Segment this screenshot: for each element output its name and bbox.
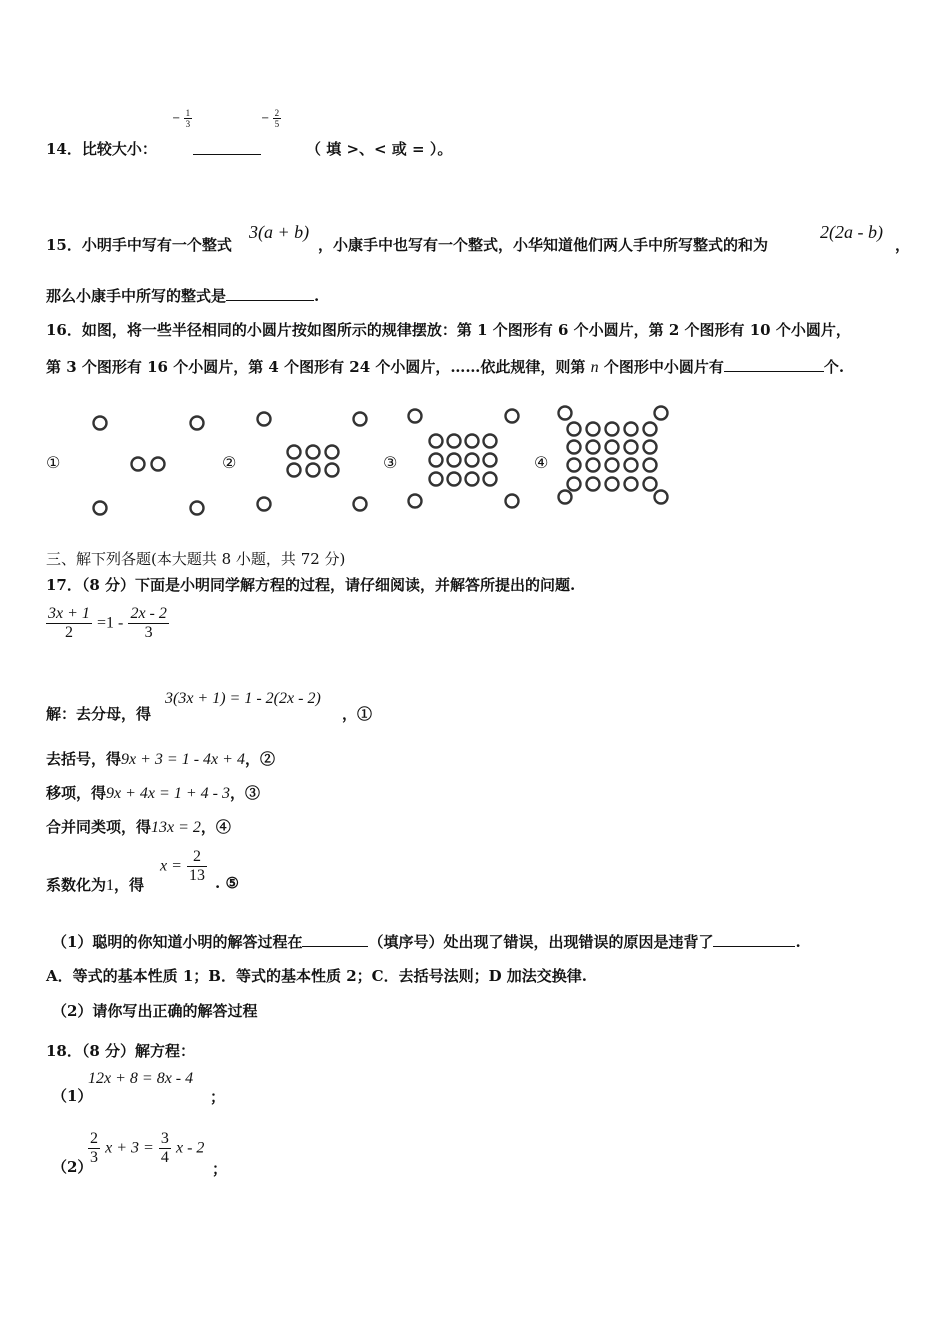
disc	[448, 454, 461, 467]
disc	[506, 495, 519, 508]
disc	[326, 464, 339, 477]
q18-part2-label: （2）	[52, 1158, 93, 1176]
disc	[644, 478, 657, 491]
disc	[606, 478, 619, 491]
q16-circle-figures	[46, 405, 686, 520]
disc	[568, 441, 581, 454]
disc	[625, 441, 638, 454]
q17-step1: 解：去分母，得	[46, 705, 152, 723]
disc	[625, 478, 638, 491]
q17-step2: 去括号，得9x + 3 = 1 - 4x + 4，②	[46, 750, 275, 768]
disc	[587, 423, 600, 436]
q15-line1: 15．小明手中写有一个整式	[46, 236, 232, 254]
q17-reason-blank[interactable]	[713, 946, 795, 947]
disc	[448, 435, 461, 448]
figure-3	[409, 410, 519, 508]
disc	[288, 464, 301, 477]
disc	[587, 459, 600, 472]
disc	[466, 435, 479, 448]
disc	[466, 473, 479, 486]
disc	[484, 454, 497, 467]
disc	[132, 458, 145, 471]
q14	[46, 138, 157, 159]
q17-step5-result: x = $\frac{2}{13}$	[160, 848, 205, 884]
figure-label-4: ④	[534, 453, 549, 472]
q18-part1-end: ；	[210, 1088, 226, 1106]
disc	[559, 491, 572, 504]
figure-2	[258, 413, 367, 511]
disc	[409, 410, 422, 423]
figure-label-3: ③	[383, 453, 398, 472]
q17-step5: 系数化为1，得	[46, 876, 145, 894]
disc	[288, 446, 301, 459]
disc	[354, 413, 367, 426]
disc	[606, 423, 619, 436]
q16-line1: 16．如图，将一些半径相同的小圆片按如图所示的规律摆放：第 1 个图形有 6 个小圆片，第 2 个图形有 10 个小圆片，	[46, 321, 851, 339]
q16-line2: 第 3 个图形有 16 个小圆片，第 4 个图形有 24 个小圆片，……依此规律，则第 n 个图形中小圆片有 个.	[46, 358, 845, 376]
q15-answer-blank[interactable]	[226, 300, 314, 301]
disc	[559, 407, 572, 420]
figure-4	[559, 407, 668, 504]
disc	[466, 454, 479, 467]
disc	[409, 495, 422, 508]
q17-step1-mark: ，①	[342, 705, 373, 723]
q18-part1-label: （1）	[52, 1087, 93, 1105]
q17-options: A．等式的基本性质 1；B．等式的基本性质 2；C．去括号法则；D 加法交换律.	[46, 967, 588, 985]
disc	[587, 478, 600, 491]
q17-equation: $\frac{3x + 1}{2}$ =1 - $\frac{2x - 2}{3}$	[48, 605, 167, 641]
q17-step3: 移项，得9x + 4x = 1 + 4 - 3，③	[46, 784, 260, 802]
disc	[606, 441, 619, 454]
disc	[484, 435, 497, 448]
disc	[484, 473, 497, 486]
q14-label: 14．比较大小：	[46, 140, 157, 158]
disc	[587, 441, 600, 454]
q17-sub2: （2）请你写出正确的解答过程	[52, 1002, 258, 1020]
q14-fraction-a: − $\frac{1}{3}$	[172, 108, 191, 129]
q17-intro: 17．（8 分）下面是小明同学解方程的过程，请仔细阅读，并解答所提出的问题.	[46, 576, 576, 594]
q15-expr1: 3(a + b)	[249, 222, 310, 242]
q14-hint: （ 填 >、< 或 = ）。	[306, 140, 453, 158]
q18-part2-expr: $\frac{2}{3}$ x + 3 = $\frac{3}{4}$ x - 2	[90, 1130, 205, 1166]
disc	[258, 413, 271, 426]
q15-expr2: 2(2a - b)	[820, 222, 883, 242]
disc	[326, 446, 339, 459]
disc	[94, 417, 107, 430]
disc	[307, 446, 320, 459]
disc	[644, 441, 657, 454]
disc	[644, 423, 657, 436]
disc	[448, 473, 461, 486]
disc	[568, 423, 581, 436]
q16-n-variable: n	[590, 359, 599, 376]
q18-part2-end: ；	[212, 1160, 228, 1178]
q17-step1-expr: 3(3x + 1) = 1 - 2(2x - 2)	[165, 690, 321, 707]
q17-step-blank[interactable]	[302, 946, 368, 947]
figure-1	[94, 417, 204, 515]
q15-line2: 那么小康手中所写的整式是 .	[46, 287, 320, 305]
figure-label-1: ①	[46, 453, 61, 472]
disc	[655, 407, 668, 420]
q18-intro: 18．（8 分）解方程：	[46, 1042, 196, 1060]
q17-step4: 合并同类项，得13x = 2，④	[46, 818, 231, 836]
disc	[258, 498, 271, 511]
q14-fraction-b: − $\frac{2}{5}$	[261, 108, 280, 129]
disc	[430, 473, 443, 486]
disc	[430, 435, 443, 448]
disc	[644, 459, 657, 472]
disc	[506, 410, 519, 423]
disc	[625, 423, 638, 436]
disc	[94, 502, 107, 515]
disc	[354, 498, 367, 511]
q17-sub1: （1）聪明的你知道小明的解答过程在 （填序号）处出现了错误，出现错误的原因是违背了 .	[52, 933, 801, 951]
disc	[430, 454, 443, 467]
figure-label-2: ②	[222, 453, 237, 472]
section-title: 三、解下列各题(本大题共 8 小题，共 72 分)	[46, 550, 346, 568]
disc	[568, 478, 581, 491]
disc	[152, 458, 165, 471]
q14-answer-blank[interactable]	[193, 154, 261, 155]
q17-step5-mark: . ⑤	[215, 874, 239, 892]
q16-answer-blank[interactable]	[724, 371, 824, 372]
q15-line1-mid: ，小康手中也写有一个整式，小华知道他们两人手中所写整式的和为	[318, 236, 769, 254]
disc	[568, 459, 581, 472]
disc	[307, 464, 320, 477]
q15-line1-end: ，	[895, 236, 911, 254]
disc	[191, 502, 204, 515]
disc	[606, 459, 619, 472]
disc	[191, 417, 204, 430]
q18-part1-expr: 12x + 8 = 8x - 4	[88, 1070, 194, 1087]
disc	[625, 459, 638, 472]
disc	[655, 491, 668, 504]
